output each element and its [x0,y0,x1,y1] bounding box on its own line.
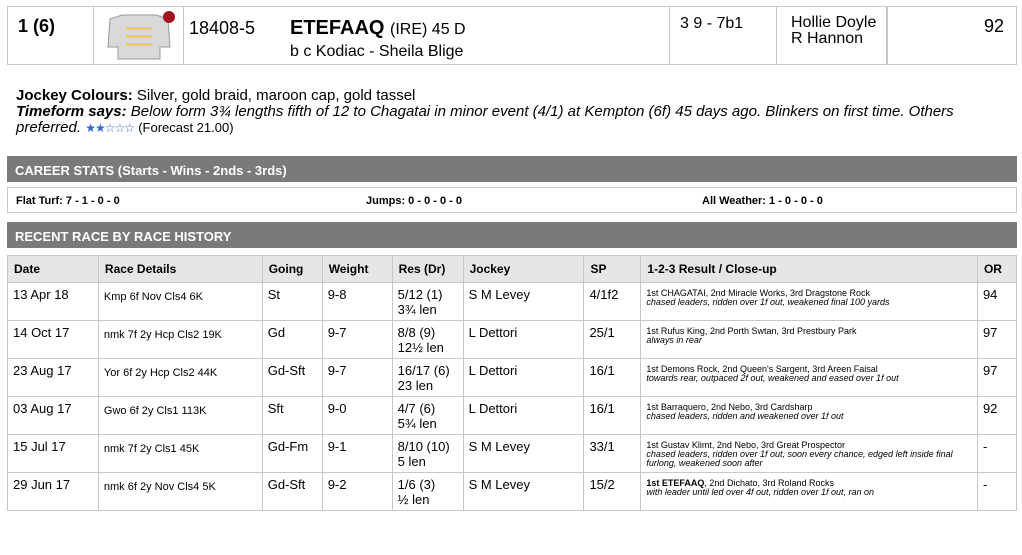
race-jockey: L Dettori [463,359,584,397]
race-result: 16/17 (6) 23 len [392,359,463,397]
table-row[interactable] [8,473,1017,511]
col-going[interactable]: Going [262,256,322,283]
race-date: 13 Apr 18 [8,283,99,321]
jumps-stats: Jumps: 0 - 0 - 0 - 0 [366,195,462,207]
race-closeup: 1st Barraquero, 2nd Nebo, 3rd Cardsharp chased leaders, ridden and weakened over 1f out [641,397,978,435]
race-sp: 16/1 [584,359,641,397]
race-going: Sft [262,397,322,435]
race-details[interactable]: nmk 7f 2y Hcp Cls2 19K [98,321,262,359]
horse-suffix: (IRE) 45 D [390,21,466,38]
race-closeup: 1st Demons Rock, 2nd Queen's Sargent, 3rd Areen Faisal towards rear, outpaced 2f out, weakened and eased over 1f out [641,359,978,397]
race-weight: 9-7 [322,359,392,397]
race-sp: 33/1 [584,435,641,473]
race-going: Gd [262,321,322,359]
forecast: (Forecast 21.00) [138,120,234,135]
race-closeup: 1st CHAGATAI, 2nd Miracle Works, 3rd Dragstone Rock chased leaders, ridden over 1f out, weakened final 100 yards [641,283,978,321]
race-date: 23 Aug 17 [8,359,99,397]
race-date: 15 Jul 17 [8,435,99,473]
race-result: 4/7 (6) 5¾ len [392,397,463,435]
jockey-name[interactable]: Hollie Doyle [791,14,877,31]
race-or: 97 [977,359,1016,397]
race-or: - [977,435,1016,473]
race-jockey: S M Levey [463,435,584,473]
race-weight: 9-7 [322,321,392,359]
race-details[interactable]: Yor 6f 2y Hcp Cls2 44K [98,359,262,397]
table-row[interactable] [8,283,1017,321]
jockey-trainer [777,7,887,64]
race-details[interactable]: nmk 7f 2y Cls1 45K [98,435,262,473]
race-weight: 9-0 [322,397,392,435]
race-result: 8/8 (9) 12½ len [392,321,463,359]
table-header-row [8,256,1017,283]
race-closeup: 1st Gustav Klimt, 2nd Nebo, 3rd Great Prospector chased leaders, ridden over 1f out, soon every chance, edged left inside final furlong, weakened soon after [641,435,978,473]
race-or: 92 [977,397,1016,435]
race-history-header: RECENT RACE BY RACE HISTORY [7,222,1017,248]
race-or: 94 [977,283,1016,321]
race-weight: 9-2 [322,473,392,511]
race-details[interactable]: Kmp 6f Nov Cls4 6K [98,283,262,321]
horse-name[interactable]: ETEFAAQ (IRE) 45 D [290,17,466,39]
race-jockey: L Dettori [463,321,584,359]
career-stats [7,187,1017,213]
race-sp: 4/1f2 [584,283,641,321]
runner-number: 1 (6) [8,7,94,64]
col-jockey[interactable]: Jockey [463,256,584,283]
silk-image [94,7,184,64]
runner-header [7,6,1017,65]
race-closeup: 1st ETEFAAQ, 2nd Dichato, 3rd Roland Rocks with leader until led over 4f out, ridden over 1f out, ran on [641,473,978,511]
race-date: 14 Oct 17 [8,321,99,359]
race-or: 97 [977,321,1016,359]
col-result-closeup[interactable]: 1-2-3 Result / Close-up [641,256,978,283]
race-sp: 15/2 [584,473,641,511]
col-date[interactable]: Date [8,256,99,283]
race-going: Gd-Fm [262,435,322,473]
race-going: St [262,283,322,321]
timeform-comment: Timeform says: Below form 3¾ lengths fifth of 12 to Chagatai in minor event (4/1) at Kempton (6f) 45 days ago. Blinkers on first time. Others preferred. ★★☆☆☆ (Forecast 21.00) [16,103,954,136]
race-going: Gd-Sft [262,359,322,397]
race-or: - [977,473,1016,511]
table-row[interactable] [8,359,1017,397]
flat-turf-stats: Flat Turf: 7 - 1 - 0 - 0 [16,195,120,207]
runner-info [16,88,1011,136]
race-details[interactable]: nmk 6f 2y Nov Cls4 5K [98,473,262,511]
race-history-table [7,255,1017,511]
race-weight: 9-8 [322,283,392,321]
col-weight[interactable]: Weight [322,256,392,283]
col-or[interactable]: OR [977,256,1016,283]
all-weather-stats: All Weather: 1 - 0 - 0 - 0 [702,195,823,207]
official-rating: 92 [887,7,1016,64]
horse-details [184,7,670,64]
race-closeup: 1st Rufus King, 2nd Porth Swtan, 3rd Prestbury Park always in rear [641,321,978,359]
race-result: 8/10 (10) 5 len [392,435,463,473]
race-result: 5/12 (1) 3¾ len [392,283,463,321]
race-details[interactable]: Gwo 6f 2y Cls1 113K [98,397,262,435]
trainer-name[interactable]: R Hannon [791,30,864,47]
jockey-colours: Jockey Colours: Silver, gold braid, maroon cap, gold tassel [16,87,416,104]
race-jockey: L Dettori [463,397,584,435]
career-stats-header: CAREER STATS (Starts - Wins - 2nds - 3rds) [7,156,1017,182]
race-going: Gd-Sft [262,473,322,511]
col-race-details[interactable]: Race Details [98,256,262,283]
race-result: 1/6 (3) ½ len [392,473,463,511]
form-figures: 3 9 - 7b1 [670,7,777,64]
race-date: 29 Jun 17 [8,473,99,511]
form-id: 18408-5 [189,18,256,38]
col-sp[interactable]: SP [584,256,641,283]
star-rating-icon: ★★☆☆☆ [85,121,135,135]
race-date: 03 Aug 17 [8,397,99,435]
race-jockey: S M Levey [463,473,584,511]
col-result-draw[interactable]: Res (Dr) [392,256,463,283]
table-row[interactable] [8,397,1017,435]
table-row[interactable] [8,435,1017,473]
race-jockey: S M Levey [463,283,584,321]
race-sp: 16/1 [584,397,641,435]
jockey-silk-icon [94,7,184,64]
breeding: b c Kodiac - Sheila Blige [290,43,464,60]
race-sp: 25/1 [584,321,641,359]
table-row[interactable] [8,321,1017,359]
race-weight: 9-1 [322,435,392,473]
